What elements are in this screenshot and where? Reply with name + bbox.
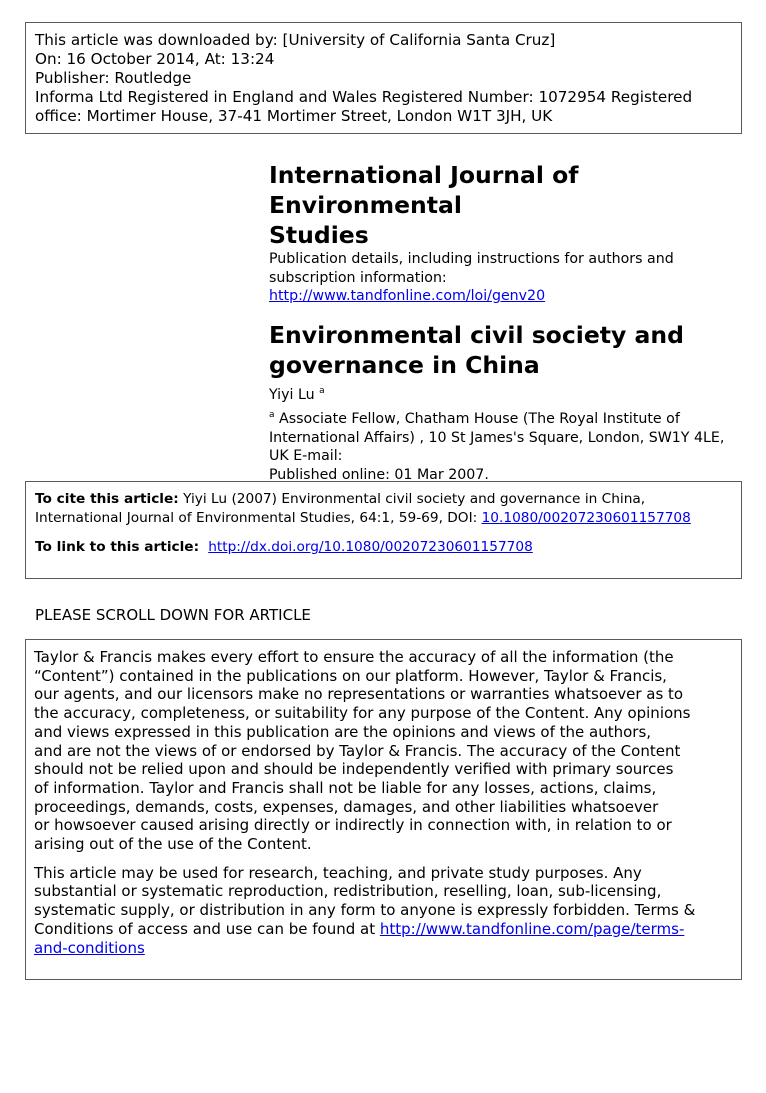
disclaimer-paragraph-1 — [34, 648, 735, 854]
download-notice-box — [25, 22, 742, 134]
download-notice-line: On: 16 October 2014, At: 13:24 — [35, 50, 275, 68]
disclaimer-line: proceedings, demands, costs, expenses, damages, and other liabilities whatsoever — [34, 797, 659, 816]
cite-text: International Journal of Environmental Studies, 64:1, 59-69, DOI: — [35, 510, 482, 526]
cite-text: Yiyi Lu (2007) Environmental civil society and governance in China, — [178, 491, 646, 507]
disclaimer-line: This article may be used for research, teaching, and private study purposes. Any — [34, 863, 642, 882]
cite-label: To cite this article: — [35, 491, 179, 507]
affiliation-line: International Affairs) , 10 St James's Square, London, SW1Y 4LE, — [269, 429, 725, 446]
journal-info — [269, 160, 749, 484]
journal-title-line: Studies — [269, 221, 369, 249]
publication-details-line: Publication details, including instructions for authors and — [269, 251, 674, 267]
article-title-line: Environmental civil society and — [269, 321, 684, 349]
citation-box — [25, 481, 742, 579]
journal-title-line: International Journal of Environmental — [269, 161, 579, 219]
disclaimer-line: substantial or systematic reproduction, redistribution, reselling, loan, sub-licensing, — [34, 882, 662, 901]
disclaimer-line: or howsoever caused arising directly or indirectly in connection with, in relation to or — [34, 816, 672, 835]
disclaimer-line: and views expressed in this publication are the opinions and views of the authors, — [34, 722, 652, 741]
download-notice-line: Informa Ltd Registered in England and Wales Registered Number: 1072954 Registered — [35, 88, 693, 106]
journal-url-link[interactable]: http://www.tandfonline.com/loi/genv20 — [269, 288, 546, 304]
disclaimer-line: and are not the views of or endorsed by Taylor & Francis. The accuracy of the Content — [34, 741, 681, 760]
disclaimer-box — [25, 639, 742, 980]
disclaimer-line: Conditions of access and use can be found at — [34, 919, 380, 938]
disclaimer-line: arising out of the use of the Content. — [34, 835, 312, 854]
doi-link[interactable]: 10.1080/00207230601157708 — [481, 510, 691, 526]
disclaimer-line: Taylor & Francis makes every effort to ensure the accuracy of all the information (the — [34, 648, 674, 666]
scroll-notice: PLEASE SCROLL DOWN FOR ARTICLE — [35, 606, 311, 624]
link-label: To link to this article: — [35, 539, 204, 555]
author-affiliation — [269, 410, 749, 466]
journal-title — [269, 160, 749, 250]
disclaimer-line: the accuracy, completeness, or suitability for any purpose of the Content. Any opinions — [34, 704, 691, 723]
download-notice-line: This article was downloaded by: [University of California Santa Cruz] — [35, 31, 556, 49]
terms-link[interactable]: http://www.tandfonline.com/page/terms- — [379, 919, 685, 938]
disclaimer-line: systematic supply, or distribution in any form to anyone is expressly forbidden. Terms & — [34, 901, 696, 920]
disclaimer-line: should not be relied upon and should be independently verified with primary sources — [34, 760, 674, 779]
publication-details — [269, 250, 749, 287]
affiliation-line: UK E-mail: — [269, 448, 343, 464]
download-notice-line: Publisher: Routledge — [35, 69, 192, 87]
publication-details-line: subscription information: — [269, 269, 447, 286]
published-date: Published online: 01 Mar 2007. — [269, 466, 489, 483]
article-link[interactable]: http://dx.doi.org/10.1080/00207230601157708 — [208, 539, 533, 555]
disclaimer-line: “Content”) contained in the publications on our platform. However, Taylor & Francis, — [34, 666, 667, 685]
download-notice-line: office: Mortimer House, 37-41 Mortimer Street, London W1T 3JH, UK — [35, 107, 553, 125]
disclaimer-line: of information. Taylor and Francis shall not be liable for any losses, actions, claims, — [34, 778, 657, 797]
affiliation-line: Associate Fellow, Chatham House (The Royal Institute of — [274, 411, 680, 427]
disclaimer-line: our agents, and our licensors make no representations or warranties whatsoever as to — [34, 685, 684, 704]
article-title — [269, 320, 749, 380]
affiliation-mark: a — [269, 410, 275, 420]
terms-link-continued[interactable]: and-conditions — [34, 938, 145, 957]
article-title-line: governance in China — [269, 351, 540, 379]
disclaimer-paragraph-2 — [34, 864, 735, 958]
author-name: Yiyi Lu — [269, 387, 315, 403]
author — [269, 386, 749, 404]
author-affiliation-mark: a — [319, 386, 325, 396]
